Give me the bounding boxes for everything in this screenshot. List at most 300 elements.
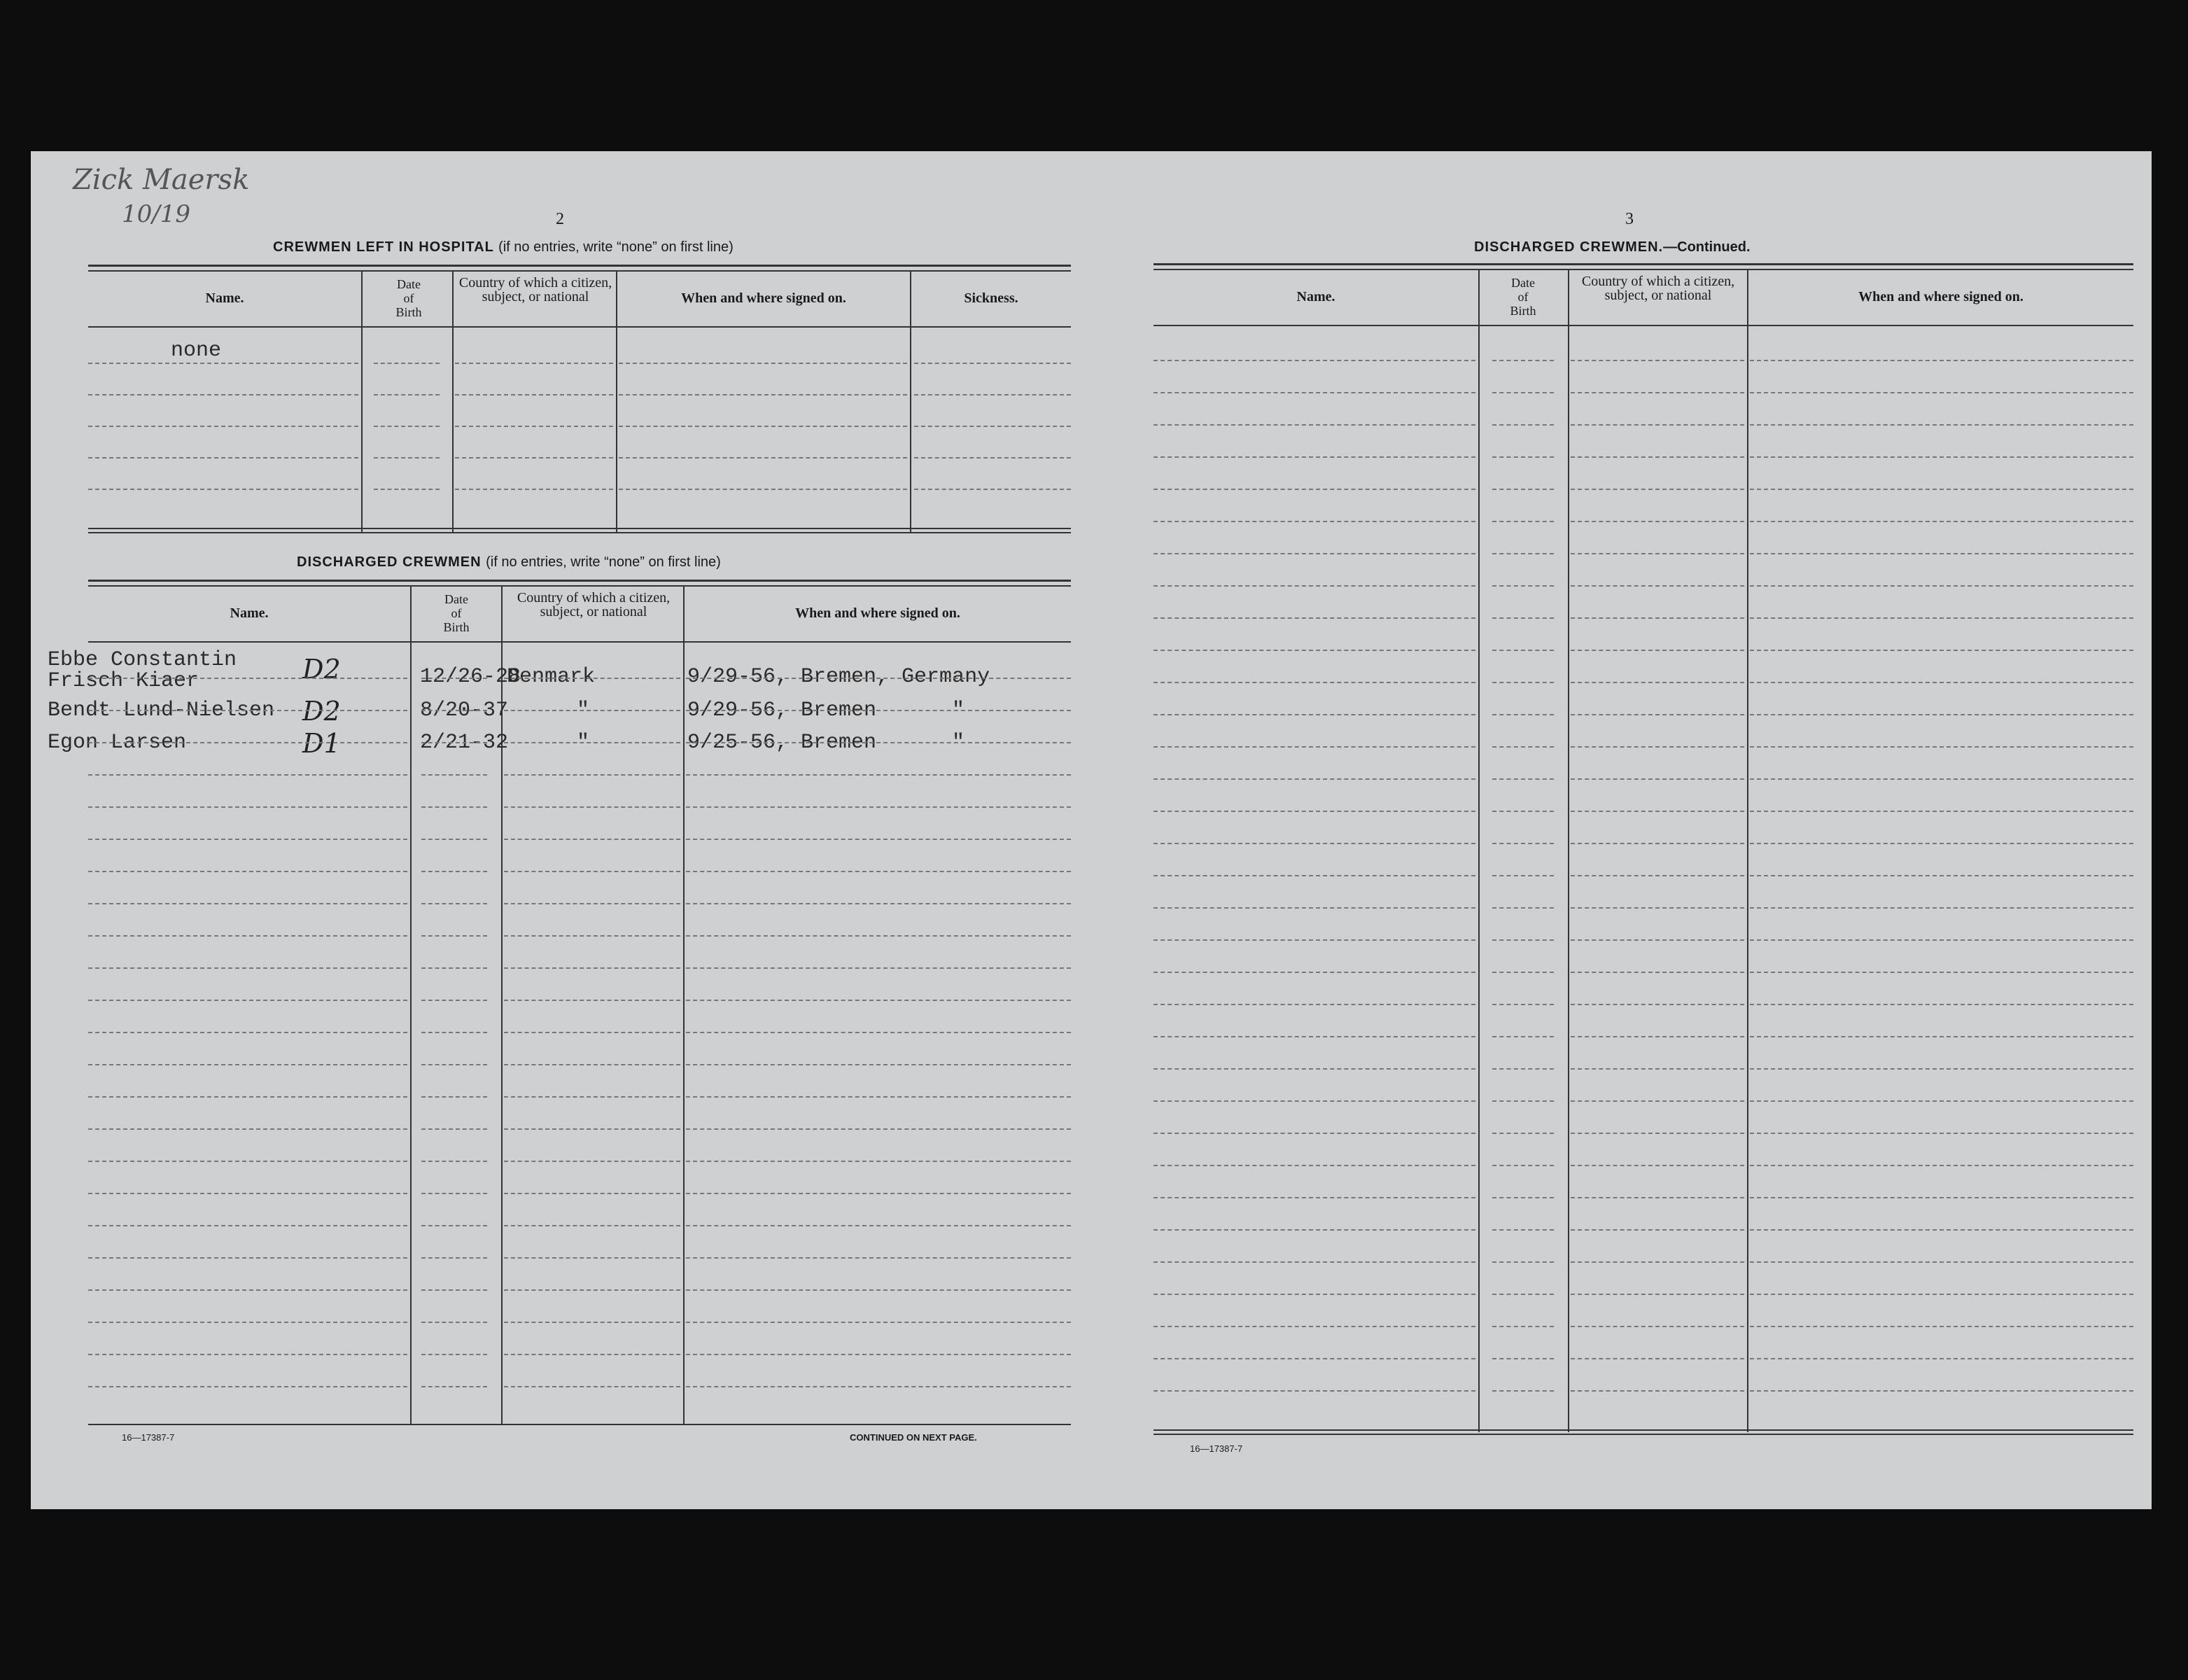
right-ruled-line: [1492, 1261, 1554, 1263]
crewman-signed-on: 9/25-56, Bremen ": [687, 731, 965, 755]
discharged-ruled-line: [421, 1000, 487, 1001]
right-ruled-line: [1492, 1326, 1554, 1327]
right-ruled-line: [1571, 714, 1744, 715]
right-ruled-line: [1571, 1133, 1744, 1134]
right-ruled-line: [1571, 424, 1744, 426]
right-ruled-line: [1571, 843, 1744, 844]
right-ruled-line: [1492, 778, 1554, 780]
right-ruled-line: [1492, 1068, 1554, 1070]
discharge-code-mark: D2: [302, 696, 341, 727]
right-ruled-line: [1750, 1261, 2133, 1263]
discharged-ruled-line: [88, 1032, 407, 1033]
hospital-ruled-line: [914, 363, 1071, 364]
discharged-ruled-line: [421, 806, 487, 808]
discharged-ruled-line: [88, 1354, 407, 1355]
hospital-ruled-line: [619, 457, 907, 458]
discharged-ruled-line: [421, 967, 487, 969]
right-col-divider-1: [1478, 270, 1480, 1432]
hospital-header-dob: Date of Birth: [395, 277, 422, 319]
right-form-number: 16—17387-7: [1190, 1443, 1243, 1454]
discharged-ruled-line: [504, 742, 680, 743]
discharged-ruled-line: [421, 1128, 487, 1130]
discharged-ruled-line: [88, 839, 407, 840]
right-ruled-line: [1492, 521, 1554, 522]
discharged-ruled-line: [88, 678, 407, 679]
right-ruled-line: [1492, 1004, 1554, 1005]
discharged-ruled-line: [421, 1289, 487, 1291]
right-ruled-line: [1153, 1229, 1475, 1231]
right-ruled-line: [1750, 972, 2133, 973]
form-sheet: [31, 151, 2152, 1509]
right-ruled-line: [1750, 1197, 2133, 1198]
discharged-ruled-line: [686, 839, 1071, 840]
right-ruled-line: [1750, 939, 2133, 941]
right-ruled-line: [1750, 1294, 2133, 1295]
right-ruled-line: [1571, 682, 1744, 683]
hospital-ruled-line: [455, 457, 613, 458]
right-ruled-line: [1153, 521, 1475, 522]
discharged-ruled-line: [421, 1225, 487, 1226]
right-ruled-line: [1571, 617, 1744, 619]
right-col-divider-3: [1747, 270, 1748, 1432]
crewman-name: Egon Larsen: [48, 731, 187, 755]
hospital-col-divider-1: [361, 272, 363, 532]
discharged-ruled-line: [504, 806, 680, 808]
right-ruled-line: [1153, 585, 1475, 587]
right-ruled-line: [1571, 392, 1744, 393]
right-ruled-line: [1492, 1390, 1554, 1392]
crewman-dob: 12/26-28: [420, 665, 521, 689]
right-ruled-line: [1153, 714, 1475, 715]
right-page-number: 3: [1625, 210, 1634, 228]
right-ruled-line: [1492, 1036, 1554, 1037]
right-header-dob: Date of Birth: [1510, 276, 1536, 318]
right-ruled-line: [1571, 521, 1744, 522]
discharged-ruled-line: [421, 903, 487, 904]
discharged-ruled-line: [421, 1322, 487, 1323]
right-ruled-line: [1750, 746, 2133, 748]
right-ruled-line: [1571, 1229, 1744, 1231]
discharged-ruled-line: [504, 839, 680, 840]
discharged-ruled-line: [504, 1289, 680, 1291]
discharged-ruled-line: [686, 1000, 1071, 1001]
right-ruled-line: [1492, 875, 1554, 876]
discharged-ruled-line: [421, 1193, 487, 1194]
right-ruled-line: [1153, 843, 1475, 844]
discharged-ruled-line: [88, 1064, 407, 1065]
discharged-ruled-line: [504, 1225, 680, 1226]
discharged-ruled-line: [504, 1128, 680, 1130]
discharged-header-signed: When and where signed on.: [795, 606, 960, 621]
crewman-country: ": [577, 699, 590, 722]
right-ruled-line: [1153, 1100, 1475, 1102]
right-ruled-line: [1571, 1068, 1744, 1070]
discharged-ruled-line: [88, 935, 407, 937]
discharged-ruled-line: [686, 710, 1071, 711]
discharged-ruled-line: [686, 1128, 1071, 1130]
right-ruled-line: [1750, 1358, 2133, 1359]
discharged-ruled-line: [421, 774, 487, 776]
right-ruled-line: [1750, 811, 2133, 812]
right-ruled-line: [1153, 1390, 1475, 1392]
right-ruled-line: [1153, 392, 1475, 393]
discharged-ruled-line: [421, 1257, 487, 1259]
right-ruled-line: [1153, 650, 1475, 651]
discharged-ruled-line: [88, 1193, 407, 1194]
discharged-ruled-line: [421, 1386, 487, 1387]
right-ruled-line: [1750, 1133, 2133, 1134]
discharged-header-dob: Date of Birth: [443, 592, 470, 634]
right-ruled-line: [1153, 875, 1475, 876]
right-ruled-line: [1492, 682, 1554, 683]
hospital-ruled-line: [88, 489, 358, 490]
right-ruled-line: [1492, 811, 1554, 812]
discharged-title-text: DISCHARGED CREWMEN: [297, 554, 482, 570]
discharged-ruled-line: [686, 1193, 1071, 1194]
right-ruled-line: [1153, 1197, 1475, 1198]
discharged-section-title: [297, 554, 721, 570]
discharged-ruled-line: [504, 710, 680, 711]
discharged-ruled-line: [686, 967, 1071, 969]
continued-note: CONTINUED ON NEXT PAGE.: [850, 1432, 977, 1443]
left-page-number: 2: [556, 210, 564, 228]
discharged-ruled-line: [504, 935, 680, 937]
right-ruled-line: [1492, 1358, 1554, 1359]
discharged-ruled-line: [88, 1386, 407, 1387]
right-ruled-line: [1153, 972, 1475, 973]
right-col-divider-2: [1568, 270, 1569, 1432]
crewman-name-cont: Frisch Kiaer: [48, 669, 199, 693]
right-top-rule-2: [1153, 269, 2133, 270]
discharged-ruled-line: [88, 903, 407, 904]
right-ruled-line: [1492, 617, 1554, 619]
right-ruled-line: [1571, 907, 1744, 909]
discharge-code-mark: D2: [302, 654, 341, 685]
hospital-col-divider-2: [452, 272, 454, 532]
hospital-col-divider-4: [910, 272, 911, 532]
right-ruled-line: [1571, 1036, 1744, 1037]
discharged-ruled-line: [686, 1322, 1071, 1323]
hospital-title-text: CREWMEN LEFT IN HOSPITAL: [273, 239, 494, 255]
hospital-header-sickness: Sickness.: [964, 290, 1018, 306]
discharged-ruled-line: [686, 1289, 1071, 1291]
hospital-ruled-line: [374, 457, 440, 458]
hospital-ruled-line: [374, 426, 440, 427]
right-ruled-line: [1153, 811, 1475, 812]
right-ruled-line: [1153, 617, 1475, 619]
right-header-country: Country of which a citizen, subject, or national: [1581, 274, 1735, 303]
discharged-ruled-line: [88, 806, 407, 808]
discharged-ruled-line: [686, 1032, 1071, 1033]
discharged-ruled-line: [88, 742, 407, 743]
right-ruled-line: [1492, 456, 1554, 458]
hospital-ruled-line: [914, 489, 1071, 490]
right-ruled-line: [1571, 1261, 1744, 1263]
right-ruled-line: [1750, 682, 2133, 683]
right-ruled-line: [1571, 778, 1744, 780]
right-ruled-line: [1492, 1165, 1554, 1166]
discharged-ruled-line: [421, 1354, 487, 1355]
right-ruled-line: [1750, 1390, 2133, 1392]
hospital-ruled-line: [455, 489, 613, 490]
hospital-ruled-line: [619, 489, 907, 490]
hospital-header-country: Country of which a citizen, subject, or national: [458, 275, 612, 304]
discharged-ruled-line: [686, 871, 1071, 872]
hospital-section-title: [273, 239, 734, 255]
discharged-header-country: Country of which a citizen, subject, or national: [517, 590, 671, 620]
right-ruled-line: [1153, 553, 1475, 554]
right-section-title: [1474, 239, 1751, 255]
right-ruled-line: [1492, 360, 1554, 361]
right-ruled-line: [1750, 843, 2133, 844]
right-ruled-line: [1571, 1358, 1744, 1359]
discharged-ruled-line: [686, 1225, 1071, 1226]
right-ruled-line: [1492, 585, 1554, 587]
right-ruled-line: [1153, 424, 1475, 426]
discharged-ruled-line: [504, 1193, 680, 1194]
discharged-header-name: Name.: [230, 606, 269, 621]
discharged-ruled-line: [88, 1289, 407, 1291]
crewman-signed-on: 9/29-56, Bremen, Germany: [687, 665, 990, 689]
right-ruled-line: [1750, 456, 2133, 458]
discharged-ruled-line: [88, 1128, 407, 1130]
right-ruled-line: [1492, 1294, 1554, 1295]
hospital-ruled-line: [619, 394, 907, 396]
right-ruled-line: [1571, 939, 1744, 941]
right-ruled-line: [1750, 585, 2133, 587]
right-bottom-rule: [1153, 1429, 2133, 1431]
discharged-top-rule: [88, 580, 1071, 582]
right-ruled-line: [1571, 456, 1744, 458]
hospital-ruled-line: [374, 394, 440, 396]
right-ruled-line: [1571, 972, 1744, 973]
hospital-ruled-line: [914, 394, 1071, 396]
right-ruled-line: [1492, 907, 1554, 909]
right-ruled-line: [1750, 424, 2133, 426]
right-top-rule: [1153, 263, 2133, 265]
discharged-header-rule: [88, 641, 1071, 643]
margin-note-ship: Zick Maersk: [73, 164, 250, 196]
discharged-ruled-line: [686, 1386, 1071, 1387]
right-ruled-line: [1153, 682, 1475, 683]
hospital-ruled-line: [619, 426, 907, 427]
hospital-ruled-line: [914, 457, 1071, 458]
right-ruled-line: [1492, 1197, 1554, 1198]
crewman-dob: 2/21-32: [420, 731, 509, 755]
discharged-ruled-line: [686, 935, 1071, 937]
discharged-ruled-line: [421, 1032, 487, 1033]
discharged-ruled-line: [504, 774, 680, 776]
right-header-signed: When and where signed on.: [1858, 289, 2024, 304]
right-ruled-line: [1571, 585, 1744, 587]
discharged-col-divider-1: [410, 587, 412, 1424]
discharged-ruled-line: [686, 774, 1071, 776]
right-header-rule: [1153, 325, 2133, 326]
discharged-ruled-line: [504, 1064, 680, 1065]
discharged-top-rule-2: [88, 585, 1071, 587]
hospital-ruled-line: [374, 489, 440, 490]
discharged-ruled-line: [686, 742, 1071, 743]
discharged-ruled-line: [504, 1257, 680, 1259]
right-ruled-line: [1153, 939, 1475, 941]
crewman-signed-on: 9/29-56, Bremen ": [687, 699, 965, 722]
discharged-ruled-line: [421, 1064, 487, 1065]
hospital-entry-none: none: [171, 339, 222, 363]
discharged-ruled-line: [88, 1225, 407, 1226]
right-ruled-line: [1750, 1229, 2133, 1231]
discharged-ruled-line: [504, 903, 680, 904]
discharged-ruled-line: [504, 1032, 680, 1033]
discharged-ruled-line: [421, 1096, 487, 1098]
hospital-col-divider-3: [616, 272, 617, 532]
right-ruled-line: [1750, 360, 2133, 361]
discharged-ruled-line: [88, 1096, 407, 1098]
discharged-ruled-line: [88, 871, 407, 872]
right-ruled-line: [1153, 1326, 1475, 1327]
discharged-ruled-line: [686, 1096, 1071, 1098]
right-ruled-line: [1492, 424, 1554, 426]
discharged-ruled-line: [686, 806, 1071, 808]
discharged-ruled-line: [504, 1322, 680, 1323]
discharged-ruled-line: [504, 1386, 680, 1387]
crewman-country: ": [577, 731, 590, 755]
right-ruled-line: [1571, 1197, 1744, 1198]
hospital-ruled-line: [88, 394, 358, 396]
right-ruled-line: [1571, 1004, 1744, 1005]
discharged-ruled-line: [421, 871, 487, 872]
right-ruled-line: [1492, 714, 1554, 715]
right-ruled-line: [1571, 360, 1744, 361]
hospital-ruled-line: [88, 363, 358, 364]
right-ruled-line: [1750, 714, 2133, 715]
right-ruled-line: [1750, 1068, 2133, 1070]
right-ruled-line: [1571, 746, 1744, 748]
right-ruled-line: [1750, 1326, 2133, 1327]
right-ruled-line: [1750, 875, 2133, 876]
right-ruled-line: [1571, 489, 1744, 490]
hospital-header-rule: [88, 326, 1071, 328]
discharged-ruled-line: [504, 1096, 680, 1098]
discharged-ruled-line: [88, 710, 407, 711]
hospital-header-name: Name.: [205, 290, 244, 306]
discharged-ruled-line: [686, 1064, 1071, 1065]
hospital-ruled-line: [374, 363, 440, 364]
right-ruled-line: [1750, 1100, 2133, 1102]
discharged-title-note: (if no entries, write “none” on first line): [486, 554, 721, 570]
right-ruled-line: [1492, 650, 1554, 651]
crewman-name: Bendt Lund-Nielsen: [48, 699, 275, 722]
right-ruled-line: [1750, 1165, 2133, 1166]
right-ruled-line: [1153, 360, 1475, 361]
right-title-text: DISCHARGED CREWMEN.: [1474, 239, 1664, 255]
discharged-ruled-line: [421, 839, 487, 840]
discharged-ruled-line: [88, 774, 407, 776]
right-ruled-line: [1750, 1036, 2133, 1037]
right-header-name: Name.: [1296, 289, 1335, 304]
discharged-ruled-line: [504, 1161, 680, 1162]
discharged-ruled-line: [88, 1161, 407, 1162]
right-ruled-line: [1492, 972, 1554, 973]
right-title-suffix: —Continued.: [1663, 239, 1751, 255]
right-ruled-line: [1571, 1326, 1744, 1327]
discharged-ruled-line: [88, 1322, 407, 1323]
right-ruled-line: [1492, 746, 1554, 748]
right-ruled-line: [1750, 907, 2133, 909]
discharged-ruled-line: [504, 967, 680, 969]
right-ruled-line: [1750, 489, 2133, 490]
right-ruled-line: [1571, 811, 1744, 812]
hospital-title-note: (if no entries, write “none” on first line): [498, 239, 734, 255]
hospital-ruled-line: [88, 457, 358, 458]
discharged-ruled-line: [686, 1161, 1071, 1162]
crewman-country: Denmark: [507, 665, 596, 689]
right-ruled-line: [1571, 553, 1744, 554]
hospital-ruled-line: [455, 426, 613, 427]
right-ruled-line: [1492, 843, 1554, 844]
right-ruled-line: [1492, 553, 1554, 554]
discharged-ruled-line: [686, 903, 1071, 904]
right-ruled-line: [1153, 1358, 1475, 1359]
discharged-ruled-line: [504, 1354, 680, 1355]
right-ruled-line: [1492, 1133, 1554, 1134]
discharged-ruled-line: [686, 678, 1071, 679]
hospital-header-signed: When and where signed on.: [681, 290, 846, 306]
right-ruled-line: [1153, 1036, 1475, 1037]
hospital-ruled-line: [455, 394, 613, 396]
hospital-ruled-line: [619, 363, 907, 364]
discharge-code-mark: D1: [302, 728, 341, 759]
margin-note-date: 10/19: [122, 200, 190, 228]
right-ruled-line: [1571, 1165, 1744, 1166]
right-ruled-line: [1492, 1229, 1554, 1231]
right-ruled-line: [1492, 939, 1554, 941]
right-ruled-line: [1153, 778, 1475, 780]
right-ruled-line: [1153, 1261, 1475, 1263]
right-ruled-line: [1571, 650, 1744, 651]
right-ruled-line: [1571, 1100, 1744, 1102]
hospital-ruled-line: [455, 363, 613, 364]
hospital-ruled-line: [914, 426, 1071, 427]
discharged-ruled-line: [421, 710, 487, 711]
crewman-dob: 8/20-37: [420, 699, 509, 722]
right-ruled-line: [1153, 456, 1475, 458]
right-ruled-line: [1153, 1068, 1475, 1070]
hospital-bottom-rule-2: [88, 532, 1071, 533]
discharged-ruled-line: [504, 678, 680, 679]
discharged-ruled-line: [421, 742, 487, 743]
discharged-ruled-line: [421, 1161, 487, 1162]
right-ruled-line: [1571, 1390, 1744, 1392]
right-ruled-line: [1750, 553, 2133, 554]
right-ruled-line: [1750, 1004, 2133, 1005]
discharged-ruled-line: [421, 935, 487, 937]
crewman-name: Ebbe Constantin: [48, 648, 237, 672]
right-ruled-line: [1492, 392, 1554, 393]
discharged-ruled-line: [686, 1354, 1071, 1355]
discharged-ruled-line: [686, 1257, 1071, 1259]
right-ruled-line: [1153, 1004, 1475, 1005]
right-ruled-line: [1750, 778, 2133, 780]
discharged-ruled-line: [504, 871, 680, 872]
hospital-ruled-line: [88, 426, 358, 427]
discharged-ruled-line: [88, 967, 407, 969]
hospital-bottom-rule: [88, 528, 1071, 529]
right-ruled-line: [1571, 1294, 1744, 1295]
right-ruled-line: [1153, 1133, 1475, 1134]
right-bottom-rule-2: [1153, 1434, 2133, 1435]
right-ruled-line: [1750, 617, 2133, 619]
right-ruled-line: [1571, 875, 1744, 876]
